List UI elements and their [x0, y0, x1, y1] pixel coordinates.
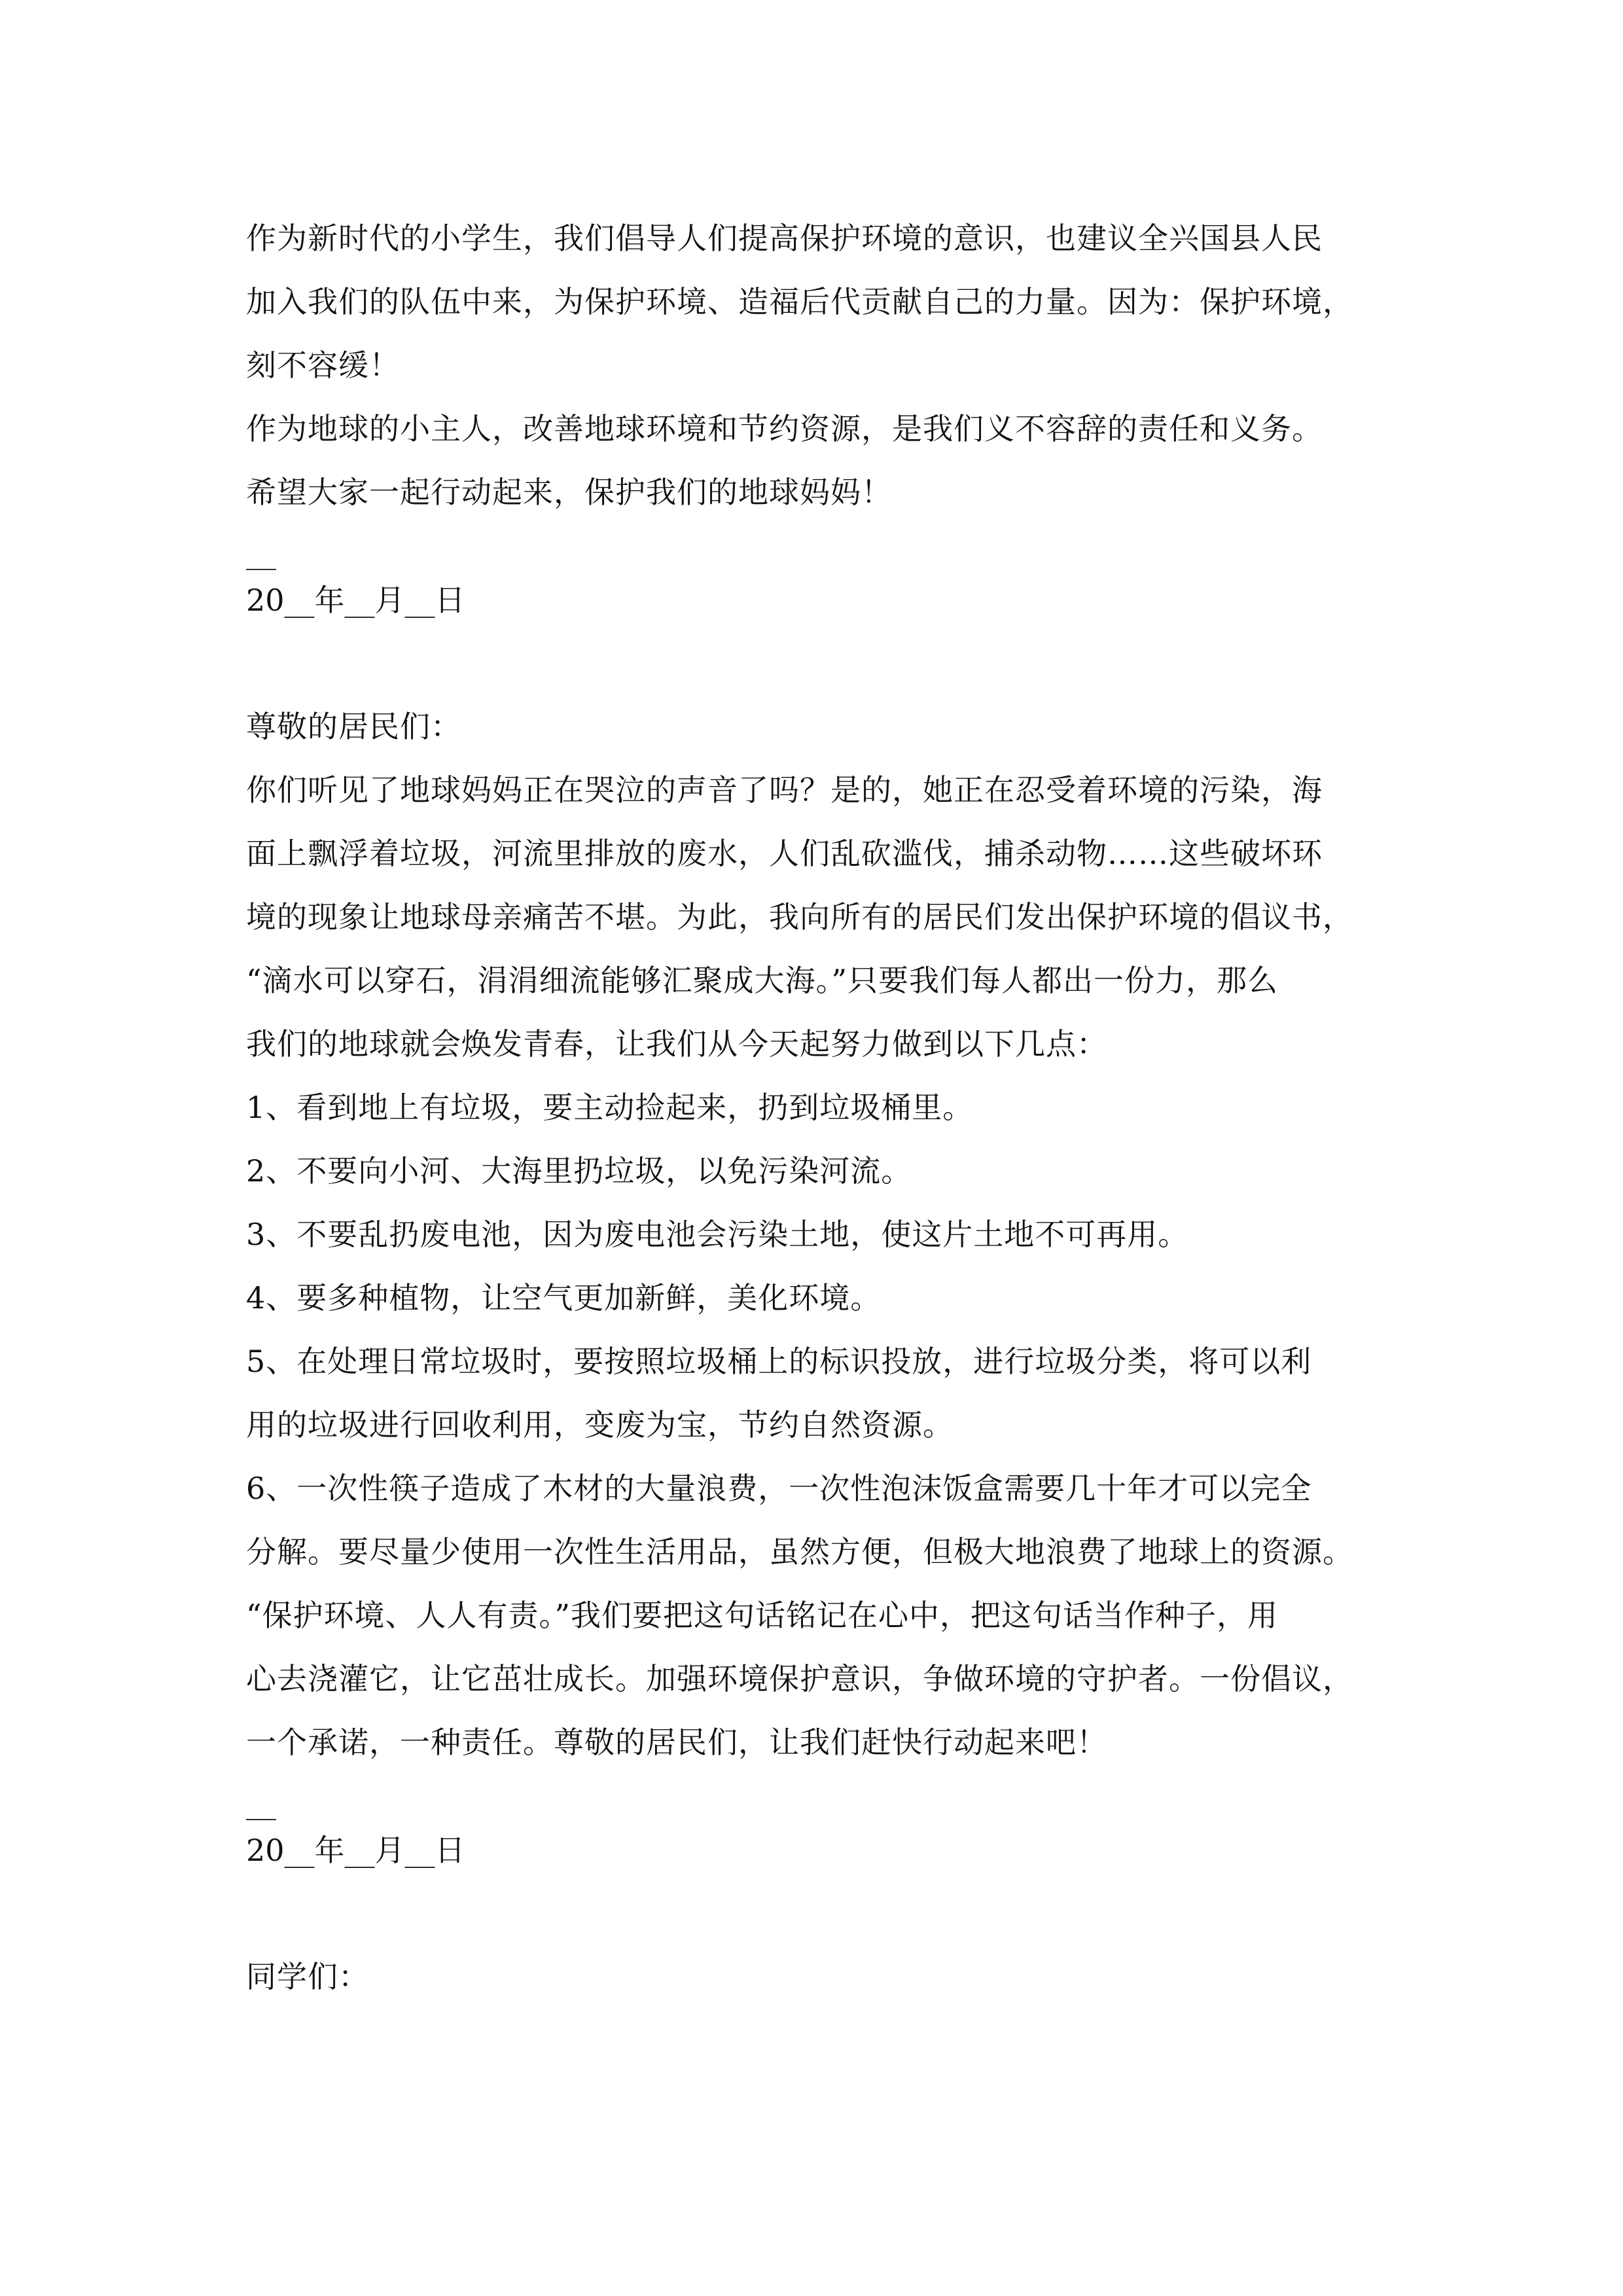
greeting: 同学们：: [246, 1959, 369, 1994]
paragraph-line: “保护环境、人人有责。”我们要把这句话铭记在心中，把这句话当作种子，用: [246, 1598, 1279, 1633]
greeting: 尊敬的居民们：: [246, 709, 461, 744]
paragraph-line: 刻不容缓！: [246, 348, 400, 383]
list-item: 分解。要尽量少使用一次性生活用品，虽然方便，但极大地浪费了地球上的资源。: [246, 1534, 1353, 1570]
list-item: 3、不要乱扔废电池，因为废电池会污染土地，使这片土地不可再用。: [246, 1217, 1189, 1252]
paragraph-line: 境的现象让地球母亲痛苦不堪。为此，我向所有的居民们发出保护环境的倡议书，: [246, 899, 1353, 935]
document-body: [246, 207, 1398, 2009]
date-line: 20__年__月__日: [246, 583, 465, 618]
section-1: [246, 207, 1398, 632]
list-item: 用的垃圾进行回收利用，变废为宝，节约自然资源。: [246, 1407, 954, 1443]
paragraph-line: 我们的地球就会焕发青春，让我们从今天起努力做到以下几点：: [246, 1026, 1107, 1062]
signature-blank: __: [246, 535, 276, 570]
list-item: 2、不要向小河、大海里扔垃圾，以免污染河流。: [246, 1153, 912, 1189]
list-item: 1、看到地上有垃圾，要主动捡起来，扔到垃圾桶里。: [246, 1090, 974, 1125]
section-gap: [246, 632, 1398, 695]
paragraph-line: 你们听见了地球妈妈正在哭泣的声音了吗？是的，她正在忍受着环境的污染，海: [246, 772, 1323, 808]
signature-blank: __: [246, 1785, 276, 1820]
section-2: [246, 695, 1398, 1882]
list-item: 4、要多种植物，让空气更加新鲜，美化环境。: [246, 1280, 882, 1316]
paragraph-line: 加入我们的队伍中来，为保护环境、造福后代贡献自己的力量。因为：保护环境，: [246, 284, 1353, 319]
paragraph-line: “滴水可以穿石，涓涓细流能够汇聚成大海。”只要我们每人都出一份力，那么: [246, 963, 1279, 998]
list-item: 5、在处理日常垃圾时，要按照垃圾桶上的标识投放，进行垃圾分类，将可以利: [246, 1344, 1312, 1379]
paragraph-line: 作为地球的小主人，改善地球环境和节约资源，是我们义不容辞的责任和义务。: [246, 411, 1323, 446]
paragraph-line: 一个承诺，一种责任。尊敬的居民们，让我们赶快行动起来吧！: [246, 1725, 1107, 1760]
list-item: 6、一次性筷子造成了木材的大量浪费，一次性泡沫饭盒需要几十年才可以完全: [246, 1471, 1312, 1506]
paragraph-line: 作为新时代的小学生，我们倡导人们提高保护环境的意识，也建议全兴国县人民: [246, 221, 1323, 256]
date-line: 20__年__月__日: [246, 1833, 465, 1868]
paragraph-line: 心去浇灌它，让它茁壮成长。加强环境保护意识，争做环境的守护者。一份倡议，: [246, 1661, 1353, 1696]
paragraph-line: 希望大家一起行动起来，保护我们的地球妈妈！: [246, 475, 892, 510]
paragraph-line: 面上飘浮着垃圾，河流里排放的废水，人们乱砍滥伐，捕杀动物……这些破坏环: [246, 836, 1323, 871]
section-3: [246, 1945, 1398, 2009]
section-gap: [246, 1882, 1398, 1945]
